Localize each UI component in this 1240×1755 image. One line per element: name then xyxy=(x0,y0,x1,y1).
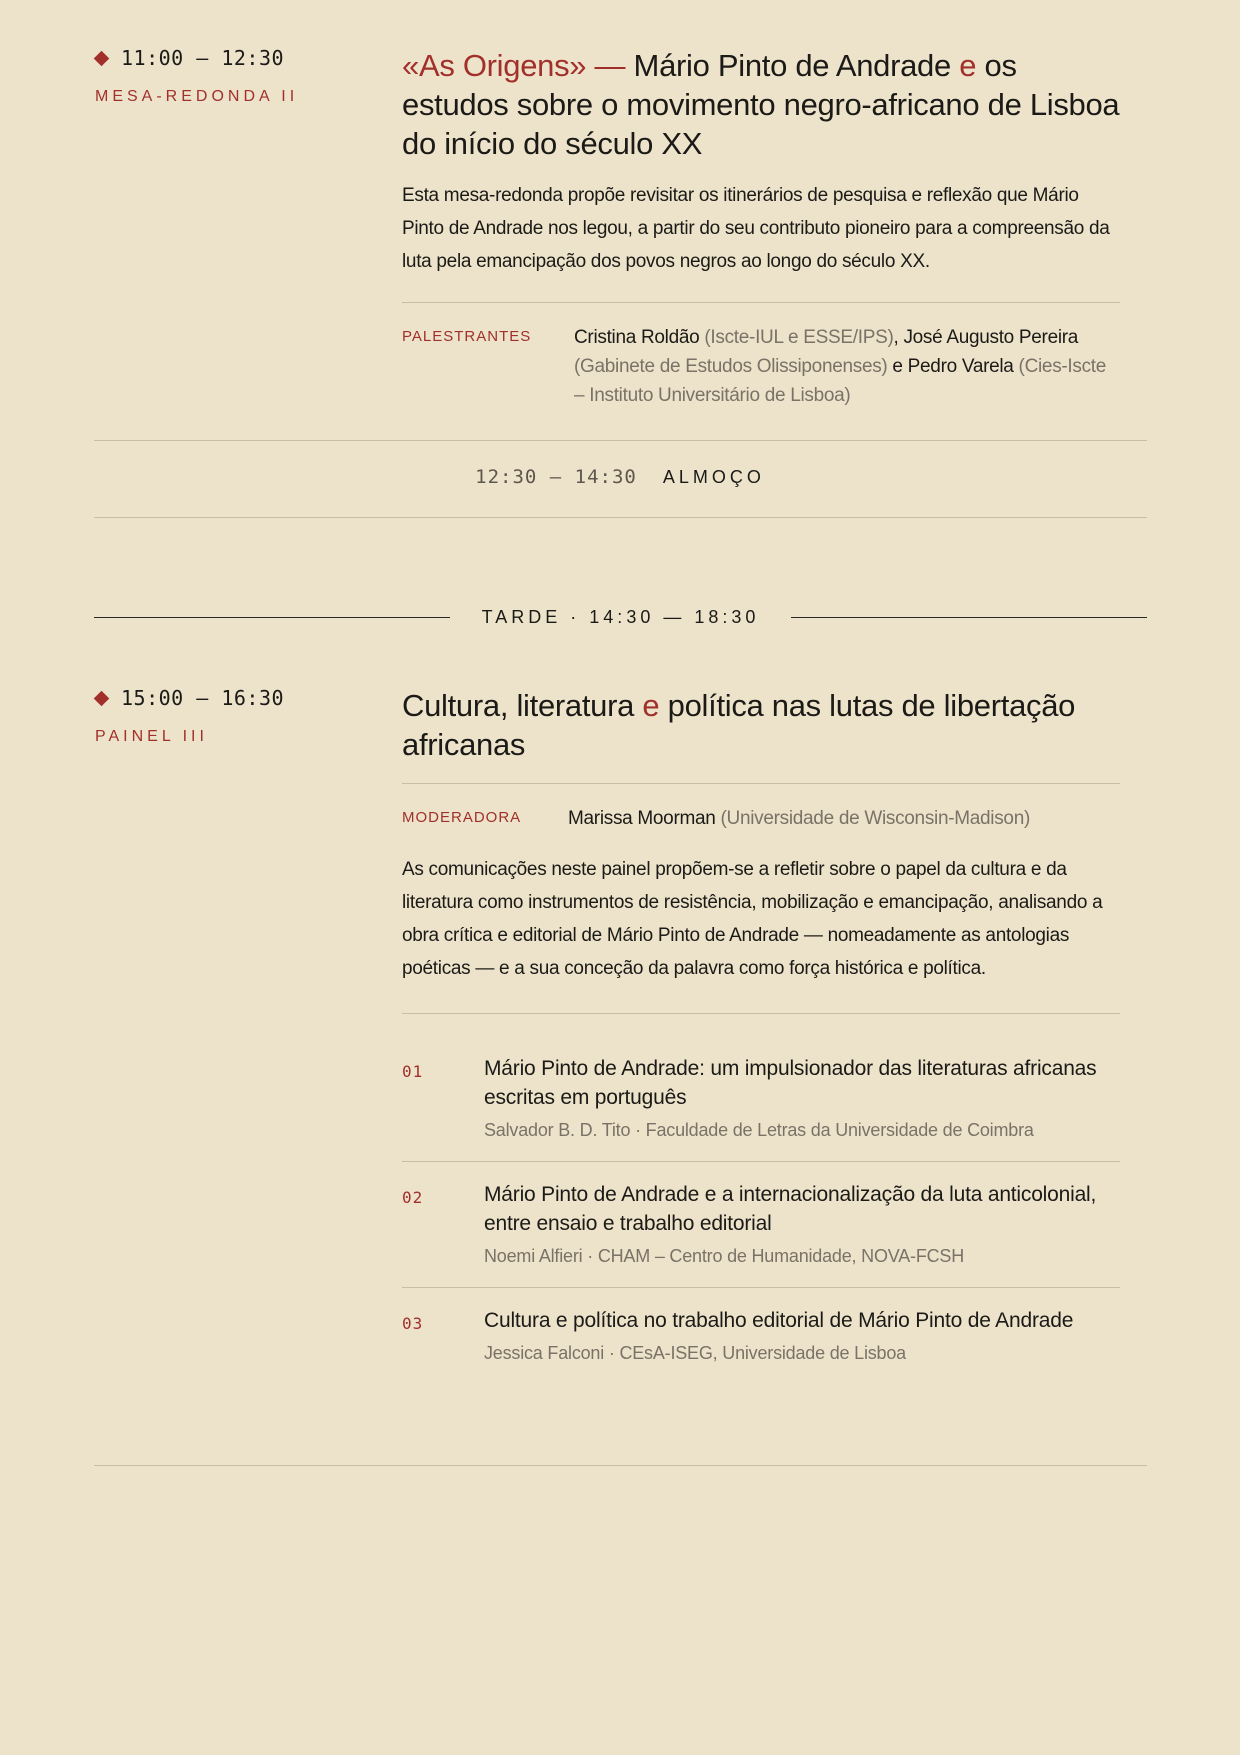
session-time: 15:00 — 16:30 xyxy=(121,686,285,710)
divider-rule xyxy=(402,1013,1120,1014)
talk-title: Cultura e política no trabalho editorial de Mário Pinto de Andrade xyxy=(484,1309,1074,1332)
afternoon-divider xyxy=(94,607,1147,628)
speaker-name: Cristina Roldão xyxy=(574,327,700,348)
speaker-affiliation: (Cies-Iscte – Instituto Universitário de Lisboa) xyxy=(574,356,1107,406)
talk-item xyxy=(402,1288,1120,1384)
session-title xyxy=(402,686,1120,764)
speaker-separator: , xyxy=(893,327,904,348)
title-part1: Mário Pinto de Andrade xyxy=(633,48,960,83)
talk-body xyxy=(484,1306,1073,1364)
session-content xyxy=(402,46,1120,410)
talk-meta: Jessica Falconi · CEsA-ISEG, Universidade de Lisboa xyxy=(484,1343,906,1363)
speakers-list xyxy=(574,323,1120,410)
diamond-bullet-icon xyxy=(94,690,110,706)
title-dash: — xyxy=(586,48,634,83)
speaker-separator: e xyxy=(887,356,908,377)
talk-title: Mário Pinto de Andrade e a internacionalização da luta anticolonial, entre ensaio e trabalho editorial xyxy=(484,1183,1097,1235)
time-row xyxy=(94,686,374,710)
diamond-bullet-icon xyxy=(94,50,110,66)
title-e: e xyxy=(959,48,977,83)
talk-title: Mário Pinto de Andrade: um impulsionador das literaturas africanas escritas em português xyxy=(484,1057,1097,1109)
talk-meta: Noemi Alfieri · CHAM – Centro de Humanidade, NOVA-FCSH xyxy=(484,1246,965,1266)
session-title xyxy=(402,46,1120,163)
speaker-name: Pedro Varela xyxy=(907,356,1014,377)
divider-rule xyxy=(402,302,1120,303)
title-quote: «As Origens» xyxy=(402,48,587,83)
lunch-bottom-rule xyxy=(94,517,1147,518)
session-content xyxy=(402,686,1120,1384)
lunch-label: ALMOÇO xyxy=(662,467,765,487)
section-end-rule xyxy=(94,1465,1147,1466)
session-kind: MESA-REDONDA II xyxy=(95,88,299,105)
lunch-top-rule xyxy=(94,440,1147,441)
divider-rule xyxy=(402,783,1120,784)
session-kind: PAINEL III xyxy=(95,728,208,745)
title-part1: Cultura, literatura xyxy=(402,688,643,723)
talk-item xyxy=(402,1036,1120,1161)
session-meta xyxy=(94,686,374,746)
moderator xyxy=(568,804,1030,833)
talk-body xyxy=(484,1054,1120,1141)
moderator-label: MODERADORA xyxy=(402,809,522,826)
session-description: Esta mesa-redonda propõe revisitar os itinerários de pesquisa e reflexão que Mário Pinto de Andrade nos legou, a partir do seu contributo pioneiro para a compreensão da luta pela emancipação dos povos negros ao longo do século XX. xyxy=(402,185,1110,272)
moderator-row xyxy=(402,804,1120,833)
speaker-name: José Augusto Pereira xyxy=(903,327,1079,348)
session-meta xyxy=(94,46,374,106)
divider-line-left xyxy=(94,617,450,618)
speakers-row xyxy=(402,323,1120,410)
talk-number: 02 xyxy=(402,1188,424,1207)
session-description: As comunicações neste painel propõem-se a refletir sobre o papel da cultura e da literatura como instrumentos de resistência, mobilização e emancipação, analisando a obra crítica e editorial de Mário Pinto de Andrade — nomeadamente as antologias poéticas — e a sua conceção da palavra como força histórica e política. xyxy=(402,859,1103,979)
lunch-time: 12:30 — 14:30 xyxy=(475,466,637,488)
talk-body xyxy=(484,1180,1120,1267)
talk-number: 01 xyxy=(402,1062,424,1081)
talk-list xyxy=(402,1036,1120,1384)
speaker-affiliation: (Gabinete de Estudos Olissiponenses) xyxy=(574,356,888,377)
moderator-name: Marissa Moorman xyxy=(568,808,716,829)
moderator-affiliation: (Universidade de Wisconsin-Madison) xyxy=(715,808,1030,829)
speaker-affiliation: (Iscte-IUL e ESSE/IPS) xyxy=(699,327,894,348)
talk-number: 03 xyxy=(402,1314,424,1333)
afternoon-label: TARDE · 14:30 — 18:30 xyxy=(481,607,760,627)
lunch-break xyxy=(0,466,1240,489)
title-part2: política nas lutas de libertação africanas xyxy=(402,688,1076,762)
title-e: e xyxy=(642,688,660,723)
speakers-label: PALESTRANTES xyxy=(402,328,532,345)
talk-item xyxy=(402,1162,1120,1287)
divider-line-right xyxy=(791,617,1147,618)
talk-meta: Salvador B. D. Tito · Faculdade de Letras da Universidade de Coimbra xyxy=(484,1120,1034,1140)
title-part2: os estudos sobre o movimento negro-africano de Lisboa do início do século XX xyxy=(402,48,1120,161)
time-row xyxy=(94,46,374,70)
session-time: 11:00 — 12:30 xyxy=(121,46,285,70)
